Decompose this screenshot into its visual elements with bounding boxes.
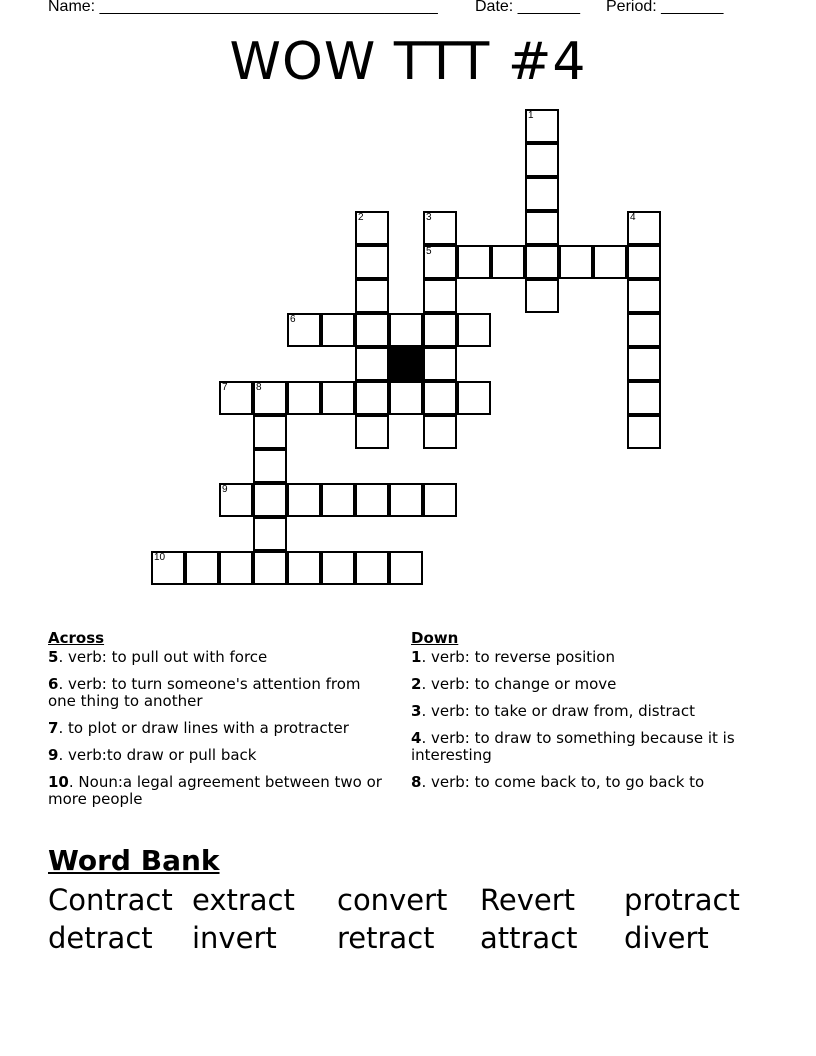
across-clue: 6. verb: to turn someone's attention from one thing to another bbox=[48, 675, 361, 710]
grid-cell[interactable] bbox=[355, 415, 389, 449]
grid-cell[interactable] bbox=[457, 313, 491, 347]
grid-cell[interactable] bbox=[219, 381, 253, 415]
word-bank-title: Word Bank bbox=[48, 844, 220, 877]
clue-number: 5 bbox=[426, 246, 432, 257]
clue-text: verb: to reverse position bbox=[430, 648, 615, 666]
across-clue: 7. to plot or draw lines with a protracter bbox=[48, 719, 349, 737]
grid-cell[interactable] bbox=[423, 347, 457, 381]
clue-text: to plot or draw lines with a protracter bbox=[67, 719, 349, 737]
across-clue: 10. Noun:a legal agreement between two or more people bbox=[48, 773, 382, 808]
grid-cell[interactable] bbox=[627, 381, 661, 415]
down-clue: 1. verb: to reverse position bbox=[411, 648, 615, 666]
across-heading: Across bbox=[48, 629, 105, 647]
clue-text: verb: to come back to, to go back to bbox=[430, 773, 705, 791]
clue-number: 8 bbox=[256, 382, 262, 393]
across-clue: 9. verb:to draw or pull back bbox=[48, 746, 257, 764]
grid-cell[interactable] bbox=[321, 483, 355, 517]
grid-cell[interactable] bbox=[525, 245, 559, 279]
clue-number: 4 bbox=[630, 212, 636, 223]
grid-cell[interactable] bbox=[253, 483, 287, 517]
clue-num: 9 bbox=[48, 746, 59, 764]
grid-cell[interactable] bbox=[321, 551, 355, 585]
clue-number: 3 bbox=[426, 212, 432, 223]
grid-cell[interactable] bbox=[593, 245, 627, 279]
grid-cell[interactable] bbox=[253, 517, 287, 551]
grid-cell[interactable] bbox=[525, 109, 559, 143]
grid-cell[interactable] bbox=[355, 245, 389, 279]
grid-cell[interactable] bbox=[627, 245, 661, 279]
name-field[interactable]: Name: ______________________________________ bbox=[48, 0, 438, 15]
grid-cell[interactable] bbox=[389, 313, 423, 347]
clue-num: 6 bbox=[48, 675, 59, 693]
grid-cell[interactable] bbox=[355, 211, 389, 245]
grid-cell[interactable] bbox=[321, 381, 355, 415]
grid-cell[interactable] bbox=[423, 245, 457, 279]
word-bank-word: retract bbox=[337, 921, 435, 955]
grid-cell[interactable] bbox=[219, 551, 253, 585]
grid-cell[interactable] bbox=[355, 313, 389, 347]
clue-number: 6 bbox=[290, 314, 296, 325]
word-bank-word: invert bbox=[192, 921, 277, 955]
grid-cell[interactable] bbox=[525, 143, 559, 177]
clue-text: Noun:a legal agreement between two or more people bbox=[48, 773, 382, 808]
grid-cell[interactable] bbox=[423, 211, 457, 245]
down-clue: 2. verb: to change or move bbox=[411, 675, 617, 693]
period-field[interactable]: Period: _______ bbox=[606, 0, 724, 15]
grid-cell[interactable] bbox=[389, 483, 423, 517]
grid-cell[interactable] bbox=[627, 313, 661, 347]
grid-cell[interactable] bbox=[253, 381, 287, 415]
word-bank-word: convert bbox=[337, 883, 448, 917]
word-bank-word: detract bbox=[48, 921, 153, 955]
clue-text: verb: to turn someone's attention from one thing to another bbox=[48, 675, 361, 710]
grid-cell[interactable] bbox=[355, 347, 389, 381]
grid-cell[interactable] bbox=[491, 245, 525, 279]
down-clue: 8. verb: to come back to, to go back to bbox=[411, 773, 705, 791]
grid-cell[interactable] bbox=[457, 381, 491, 415]
grid-cell[interactable] bbox=[525, 211, 559, 245]
clue-text: verb: to change or move bbox=[430, 675, 617, 693]
grid-cell[interactable] bbox=[355, 551, 389, 585]
grid-cell[interactable] bbox=[627, 347, 661, 381]
word-bank-word: extract bbox=[192, 883, 295, 917]
grid-cell[interactable] bbox=[423, 381, 457, 415]
word-bank-word: protract bbox=[624, 883, 740, 917]
grid-cell[interactable] bbox=[185, 551, 219, 585]
clue-num: 4 bbox=[411, 729, 422, 747]
word-bank-word: Contract bbox=[48, 883, 173, 917]
down-clue: 3. verb: to take or draw from, distract bbox=[411, 702, 695, 720]
grid-cell[interactable] bbox=[627, 211, 661, 245]
grid-cell[interactable] bbox=[253, 551, 287, 585]
word-bank-word: attract bbox=[480, 921, 578, 955]
grid-cell[interactable] bbox=[287, 551, 321, 585]
grid-cell[interactable] bbox=[253, 415, 287, 449]
clue-num: 8 bbox=[411, 773, 422, 791]
grid-cell[interactable] bbox=[389, 551, 423, 585]
grid-cell[interactable] bbox=[457, 245, 491, 279]
grid-cell[interactable] bbox=[287, 483, 321, 517]
page-title: WOW TTT #4 bbox=[229, 32, 587, 92]
grid-cell[interactable] bbox=[525, 279, 559, 313]
grid-cell[interactable] bbox=[355, 483, 389, 517]
clue-num: 3 bbox=[411, 702, 422, 720]
grid-cell[interactable] bbox=[423, 483, 457, 517]
grid-cell[interactable] bbox=[559, 245, 593, 279]
clue-text: verb: to take or draw from, distract bbox=[430, 702, 695, 720]
clue-number: 2 bbox=[358, 212, 364, 223]
date-field[interactable]: Date: _______ bbox=[475, 0, 580, 15]
grid-cell[interactable] bbox=[389, 381, 423, 415]
word-bank-word: divert bbox=[624, 921, 709, 955]
grid-cell[interactable] bbox=[627, 279, 661, 313]
grid-cell[interactable] bbox=[219, 483, 253, 517]
clue-num: 5 bbox=[48, 648, 59, 666]
clue-text: verb:to draw or pull back bbox=[67, 746, 257, 764]
clue-number: 10 bbox=[154, 552, 166, 563]
across-clues bbox=[48, 630, 393, 818]
clue-number: 7 bbox=[222, 382, 228, 393]
clue-number: 1 bbox=[528, 110, 534, 121]
grid-cell[interactable] bbox=[423, 313, 457, 347]
down-heading: Down bbox=[411, 629, 459, 647]
grid-cell[interactable] bbox=[253, 449, 287, 483]
clue-num: 1 bbox=[411, 648, 422, 666]
clue-text: verb: to draw to something because it is interesting bbox=[411, 729, 735, 764]
grid-cell[interactable] bbox=[525, 177, 559, 211]
black-cell bbox=[389, 347, 423, 381]
clue-num: 7 bbox=[48, 719, 59, 737]
grid-cell[interactable] bbox=[151, 551, 185, 585]
down-clues bbox=[411, 630, 756, 801]
clue-text: verb: to pull out with force bbox=[67, 648, 268, 666]
grid-cell[interactable] bbox=[355, 381, 389, 415]
grid-cell[interactable] bbox=[423, 415, 457, 449]
grid-cell[interactable] bbox=[355, 279, 389, 313]
clue-number: 9 bbox=[222, 484, 228, 495]
grid-cell[interactable] bbox=[627, 415, 661, 449]
grid-cell[interactable] bbox=[287, 381, 321, 415]
down-clue: 4. verb: to draw to something because it is interesting bbox=[411, 729, 735, 764]
word-bank-word: Revert bbox=[480, 883, 575, 917]
clue-num: 10 bbox=[48, 773, 69, 791]
grid-cell[interactable] bbox=[321, 313, 355, 347]
grid-cell[interactable] bbox=[287, 313, 321, 347]
clue-num: 2 bbox=[411, 675, 422, 693]
across-clue: 5. verb: to pull out with force bbox=[48, 648, 268, 666]
grid-cell[interactable] bbox=[423, 279, 457, 313]
